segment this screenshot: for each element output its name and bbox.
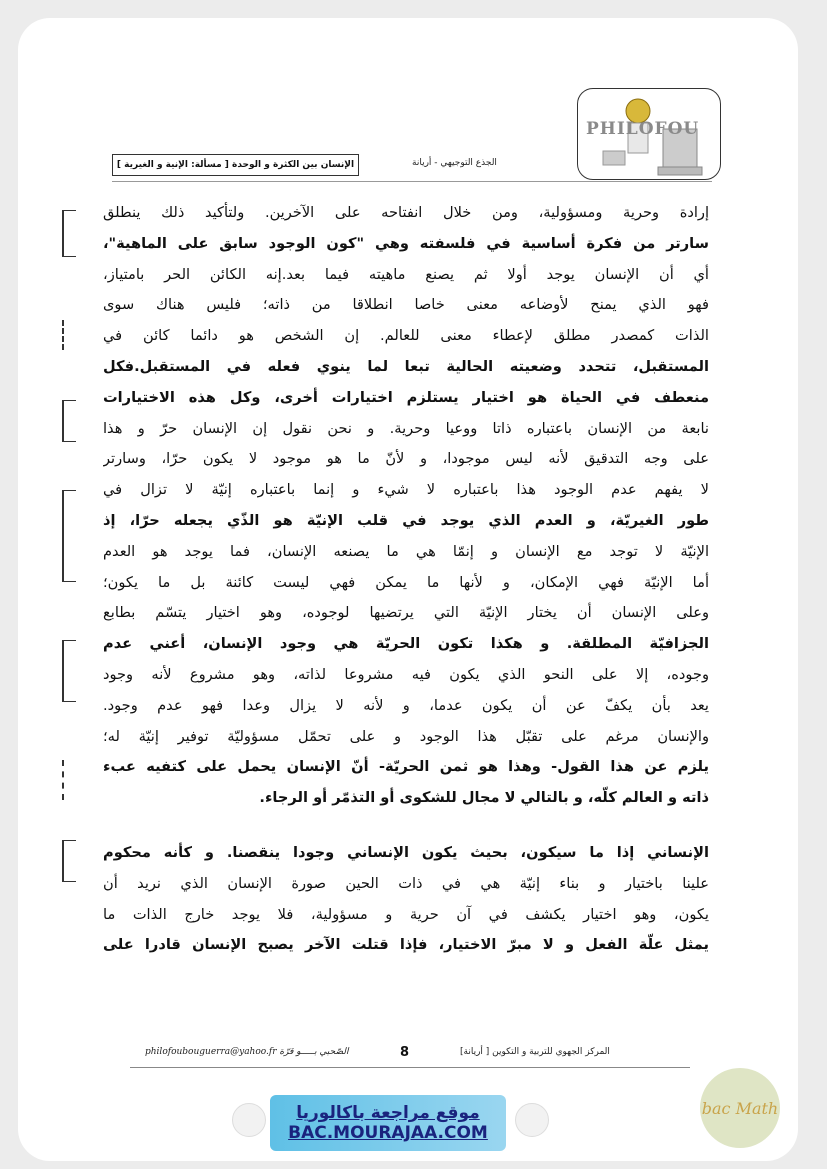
footer-author: philofoubouguerra@yahoo.fr الصّحبي بـــــو قرّة: [145, 1047, 349, 1057]
text-line: سارتر من فكرة أساسية في فلسفته وهي "كون الوجود سابق على الماهية"،: [103, 234, 709, 252]
site-logo-icon: [232, 1103, 266, 1137]
text-line: الجزافيّة المطلقة. و هكذا تكون الحريّة هي وجود الإنسان، أعني عدم: [103, 635, 709, 653]
site-link-arabic[interactable]: موقع مراجعة باكالوريا: [296, 1103, 480, 1123]
site-banner[interactable]: [270, 1095, 506, 1151]
text-line: يعد بأن يكفّ عن أن يكون عدما، و لأنه لا يزال وعدا فهو عدم وجود.: [103, 696, 709, 714]
text-line: وجوده، إلا على النحو الذي يكون فيه مشروعا لذاته، وهو مشروع لأنه وجود: [103, 665, 709, 683]
text-line: نابعة من الإنسان باعتباره ذاتا ووعيا وحرية. و نحن نقول إن الإنسان حرّ و هذا: [103, 419, 709, 437]
footer-divider: [130, 1067, 690, 1068]
site-link-english[interactable]: BAC.MOURAJAA.COM: [288, 1123, 488, 1143]
philofou-logo: [577, 88, 721, 180]
site-logo-icon: [515, 1103, 549, 1137]
header-section-title: الجذع التوجيهي - أريانة: [412, 158, 497, 168]
paragraph-1: [103, 198, 709, 814]
text-line: يكون، وهو اختيار يكشف في آن حرية و مسؤولية، فلا يوجد خارج الذات ما: [103, 905, 709, 923]
header-divider: [112, 181, 712, 182]
margin-bracket: [62, 840, 76, 882]
margin-bracket: [62, 400, 76, 442]
margin-bracket: [62, 490, 76, 582]
header-chapter-title: الإنسان بين الكثرة و الوحدة [ مسألة: الإنية و الغيرية ]: [112, 154, 359, 176]
text-line: الإنساني إذا ما سيكون، بحيث يكون الإنساني وجودا ينقصنا. و كأنه محكوم: [103, 844, 709, 861]
margin-bracket: [62, 210, 76, 257]
text-line: ذاته و العالم كلّه، و بالتالي لا مجال للشكوى أو التذمّر أو الرجاء.: [259, 789, 709, 807]
page-number: 8: [400, 1045, 410, 1060]
bac-math-badge: bac Math: [700, 1068, 780, 1148]
margin-bracket: [62, 320, 76, 350]
text-line: فهو الذي يمنح لأوضاعه معنى خاصا انطلاقا من ذاته؛ فليس هناك سوى: [103, 296, 709, 314]
text-line: يمثل علّة الفعل و لا مبرّ الاختيار، فإذا قتلت الآخر يصبح الإنسان قادرا على: [103, 936, 709, 954]
text-line: يلزم عن هذا القول- وهذا هو ثمن الحريّة- أنّ الإنسان يحمل على كتفيه عبء: [103, 758, 709, 776]
logo-word: PHILOFOU: [586, 119, 700, 139]
text-line: والإنسان مرغم على تقبّل هذا الوجود و على تحمّل مسؤوليّة توفير إنيّة له؛: [103, 727, 709, 745]
text-line: أي أن الإنسان يوجد أولا ثم يصنع ماهيته فيما بعد.إنه الكائن الحر بامتياز،: [103, 265, 709, 283]
text-line: وعلى الإنسان أن يختار الإنيّة التي يرتضيها لوجوده، وهو اختيار يتسّم بطابع: [103, 604, 709, 622]
text-line: الذات كمصدر مطلق لإعطاء معنى للعالم. إن الشخص هو دائما كائن في: [103, 327, 709, 345]
paragraph-2: [103, 838, 709, 961]
margin-bracket: [62, 640, 76, 702]
text-line: علينا باختيار و بناء إنيّة هي في ذات الحين صورة الإنسان الذي نريد أن: [103, 874, 709, 892]
text-line: على وجه التدقيق لأنه ليس موجودا، و لأنّ ما هو موجود لا يكون حرّا، وسارتر: [103, 450, 709, 468]
text-line: لا يفهم عدم الوجود هذا باعتباره لا شيء و إنما باعتباره إنيّة لا تزال في: [103, 481, 709, 499]
text-line: المستقبل، تتحدد وضعيته الحالية تبعا لما ينوي فعله في المستقبل.فكل: [103, 357, 709, 375]
footer-institution: المركز الجهوي للتربية و التكوين [ أريانة]: [460, 1047, 610, 1057]
text-line: منعطف في الحياة هو اختيار يستلزم اختيارات أخرى، وكل هذه الاختيارات: [103, 388, 709, 406]
text-line: طور الغيريّة، و العدم الذي يوجد في قلب الإنيّة هو الذّي يجعله حرّا، إذ: [103, 511, 709, 529]
text-line: إرادة وحرية ومسؤولية، ومن خلال انفتاحه على الآخرين. ولتأكيد ذلك ينطلق: [103, 204, 709, 221]
text-line: الإنيّة لا توجد مع الإنسان و إنمّا هي ما يصنعه الإنسان، فما يوجد هو العدم: [103, 542, 709, 560]
margin-bracket: [62, 760, 76, 800]
text-line: أما الإنيّة فهي الإمكان، و لأنها ما يمكن فهي ليست كائنة بل ما يكون؛: [103, 573, 709, 591]
